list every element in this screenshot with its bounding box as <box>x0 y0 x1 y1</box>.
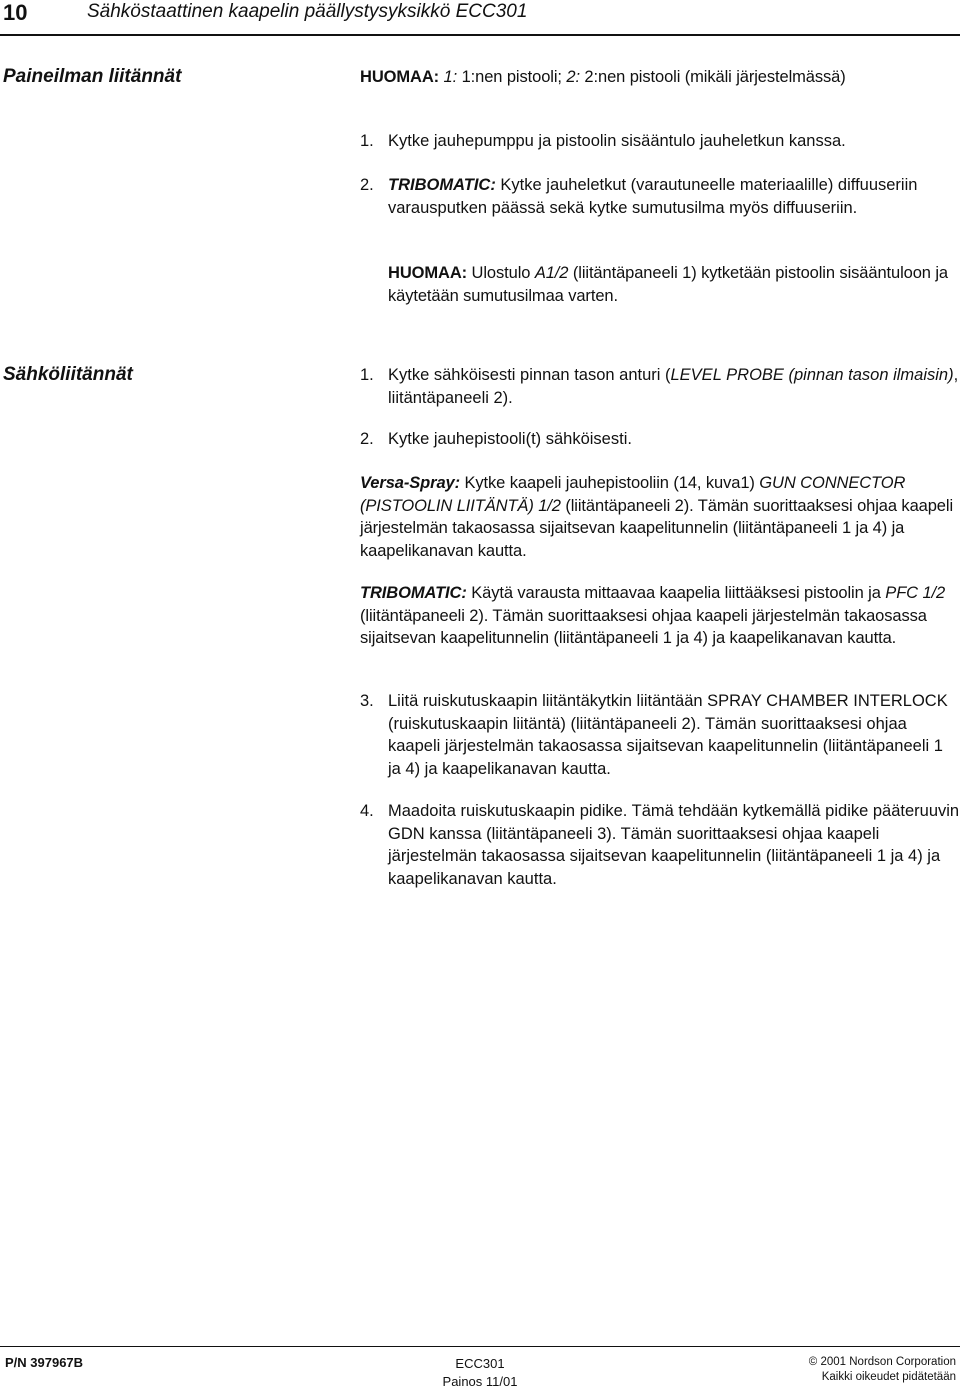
header-rule <box>0 34 960 36</box>
tribomatic-key: PFC 1/2 <box>885 584 946 602</box>
tribomatic-label: TRIBOMATIC: <box>360 584 467 602</box>
air-step-2-label: TRIBOMATIC: <box>388 176 496 194</box>
running-title: Sähköstaattinen kaapelin päällystysyksikkö ECC301 <box>87 1 528 22</box>
electrical-step-1-text <box>388 364 960 409</box>
electrical-step-1-number: 1. <box>360 366 374 384</box>
note-key-1: 1: <box>443 68 458 86</box>
versa-spray-text-a: Kytke kaapeli jauhepistooliin (14, kuva1) <box>460 474 760 492</box>
electrical-step-4 <box>360 800 960 890</box>
air-step-1-number: 1. <box>360 132 374 150</box>
air-step-2-number: 2. <box>360 176 374 194</box>
electrical-step-4-number: 4. <box>360 802 374 820</box>
tribomatic-text-b: (liitäntäpaneeli 2). Tämän suorittaaksesi ohjaa kaapeli järjestelmän takaosassa sijaitsevan kaapelitunnelin (liitäntäpaneeli 1 ja 4) ja kaapelikanavan kautta. <box>360 606 927 647</box>
versa-spray-paragraph <box>360 472 960 562</box>
footer-rule <box>0 1346 960 1347</box>
air-step-1-text: Kytke jauhepumppu ja pistoolin sisääntulo jauheletkun kanssa. <box>388 132 846 150</box>
section-heading-compressed-air: Paineilman liitännät <box>3 66 182 87</box>
note2-key-1: A1/2 <box>534 264 569 282</box>
electrical-step-1-text-a: Kytke sähköisesti pinnan tason anturi ( <box>388 366 671 384</box>
note-text-2: 2:nen pistooli (mikäli järjestelmässä) <box>579 68 846 86</box>
note2-text-2: (liitäntäpaneeli 1) kytketään pistoolin sisääntuloon ja käytetään sumutusilmaa varten. <box>388 264 949 305</box>
electrical-step-2 <box>360 428 960 451</box>
versa-spray-key: GUN CONNECTOR (PISTOOLIN LIITÄNTÄ) 1/2 <box>360 474 906 515</box>
footer-model: ECC301 <box>455 1356 505 1371</box>
air-step-2-text <box>388 174 960 219</box>
section-heading-electrical: Sähköliitännät <box>3 364 133 385</box>
footer-copyright: © 2001 Nordson Corporation <box>808 1356 956 1368</box>
electrical-step-3-number: 3. <box>360 692 374 710</box>
versa-spray-label: Versa-Spray: <box>360 474 460 492</box>
note-output-a12 <box>388 262 960 307</box>
tribomatic-text-a: Käytä varausta mittaavaa kaapelia liittääksesi pistoolin ja <box>466 584 886 602</box>
tribomatic-paragraph <box>360 582 960 650</box>
footer-copyright-block <box>809 1355 956 1385</box>
electrical-step-2-number: 2. <box>360 430 374 448</box>
air-step-1 <box>360 130 960 153</box>
electrical-step-3-text: Liitä ruiskutuskaapin liitäntäkytkin liitäntään SPRAY CHAMBER INTERLOCK (ruiskutuskaapin liitäntä) (liitäntäpaneeli 2). Tämän suorittaaksesi ohjaa kaapeli järjestelmän takaosassa sijaitsevan kaapelitunnelin (liitäntäpaneeli 1 ja 4) ja kaapelikanavan kautta. <box>388 692 948 778</box>
note-label: HUOMAA: <box>360 68 440 86</box>
electrical-step-1 <box>360 364 960 409</box>
footer-part-number: P/N 397967B <box>5 1355 84 1370</box>
note2-text-1: Ulostulo <box>467 264 535 282</box>
air-step-2-body: Kytke jauheletkut (varautuneelle materiaalille) diffuuseriin varausputken päässä sekä kytke sumutusilma myös diffuuseriin. <box>388 176 918 217</box>
footer-rights: Kaikki oikeudet pidätetään <box>821 1371 956 1383</box>
footer-model-edition <box>400 1355 560 1391</box>
electrical-step-1-text-b: , liitäntäpaneeli 2). <box>388 366 959 407</box>
electrical-step-4-text: Maadoita ruiskutuskaapin pidike. Tämä tehdään kytkemällä pidike pääteruuvin GDN kanssa (liitäntäpaneeli 3). Tämän suorittaaksesi ohjaa kaapeli järjestelmän takaosassa sijaitsevan kaapelitunnelin (liitäntäpaneeli 1 ja 4) ja kaapelikanavan kautta. <box>388 802 960 888</box>
page-number: 10 <box>3 0 28 25</box>
footer-edition: Painos 11/01 <box>442 1374 518 1389</box>
note2-label: HUOMAA: <box>388 264 468 282</box>
versa-spray-text-b: (liitäntäpaneeli 2). Tämän suorittaaksesi ohjaa kaapeli järjestelmän takaosassa sijaitsevan kaapelitunnelin (liitäntäpaneeli 1 ja 4) ja kaapelikanavan kautta. <box>360 496 954 560</box>
electrical-step-2-text: Kytke jauhepistooli(t) sähköisesti. <box>388 430 632 448</box>
note-pistol-numbering <box>360 66 960 89</box>
note-key-2: 2: <box>566 68 580 86</box>
air-step-2 <box>360 174 960 219</box>
note-text-1: 1:nen pistooli; <box>457 68 567 86</box>
electrical-step-3 <box>360 690 960 780</box>
electrical-step-1-key: LEVEL PROBE (pinnan tason ilmaisin) <box>670 366 954 384</box>
